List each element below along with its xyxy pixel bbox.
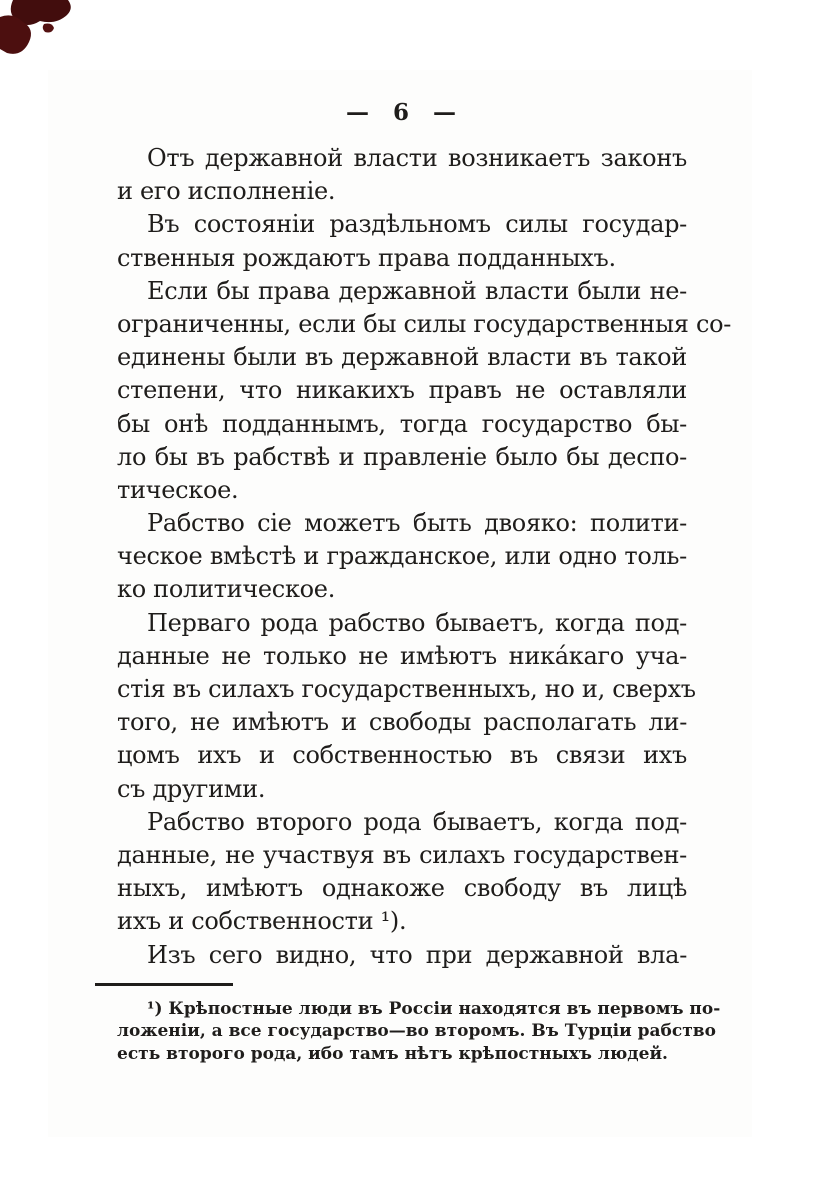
body-line: и его исполненіе. [117,177,336,206]
body-line: Перваго рода рабство бываетъ, когда под- [147,608,687,637]
body-line: ко политическое. [117,575,336,604]
body-line: ихъ и собственности ¹). [117,907,407,936]
body-line: ныхъ, имѣютъ однакоже свободу въ лицѣ [117,874,687,903]
footnote [117,998,721,1065]
body-line: Если бы права державной власти были не- [147,276,687,305]
page-number: — 6 — [345,99,459,126]
body-line: Отъ державной власти возникаетъ законъ [147,144,687,172]
body-line: данные не только не имѣютъ ника́каго уча- [117,641,687,670]
body-line: стія въ силахъ государственныхъ, но и, сверхъ [117,675,696,703]
body-line: ограниченны, если бы силы государственныя со- [117,309,732,338]
footnote-line: ложеніи, а все государство—во второмъ. Въ Турціи рабство [117,1021,716,1042]
ink-stain [0,0,90,70]
body-line: Рабство второго рода бываетъ, когда под- [147,807,687,836]
footnote-line: ¹) Крѣпостные люди въ Россіи находятся въ первомъ по- [147,999,721,1019]
body-line: ло бы въ рабствѣ и правленіе было бы деспо- [117,442,687,471]
body-line: ческое вмѣстѣ и гражданское, или одно толь- [117,542,687,571]
body-line: степени, что никакихъ правъ не оставляли [117,376,687,405]
footnote-rule [95,983,233,986]
body-line: съ другими. [117,774,266,803]
body-line: единены были въ державной власти въ такой [117,343,687,372]
body-line: Изъ сего видно, что при державной вла- [147,940,687,969]
body-line: данные, не участвуя въ силахъ государствен- [117,840,687,869]
body-line: цомъ ихъ и собственностью въ связи ихъ [117,741,687,770]
body-line: Рабство сіе можетъ быть двояко: полити- [147,509,687,538]
body-text [117,142,732,972]
footnote-line: есть второго рода, ибо тамъ нѣтъ крѣпостныхъ людей. [117,1043,668,1064]
body-line: Въ состояніи раздѣльномъ силы государ- [147,210,687,239]
body-line: бы онѣ подданнымъ, тогда государство бы- [117,409,687,438]
body-line: того, не имѣютъ и свободы располагать ли- [117,708,687,737]
body-line: тическое. [117,475,239,504]
body-line: ственныя рождаютъ права подданныхъ. [117,243,616,272]
